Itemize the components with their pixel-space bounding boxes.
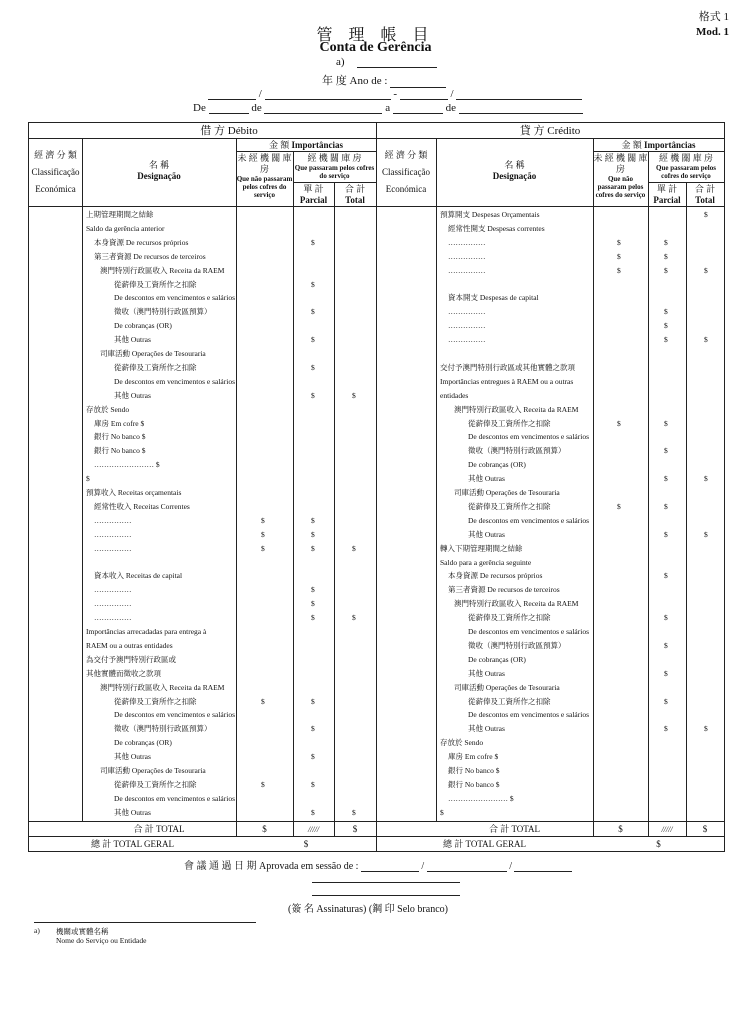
debit-row-label: 司庫活動 Operações de Tesouraria xyxy=(100,766,206,775)
debit-row-c2: $ xyxy=(311,599,315,609)
credit-class-header xyxy=(376,150,436,195)
period-slash-2: / xyxy=(450,88,454,100)
debit-row-c2: $ xyxy=(311,335,315,345)
debit-row-label: De cobranças (OR) xyxy=(114,738,172,748)
form-code-zh: 格式 1 xyxy=(698,11,729,23)
credit-row-label: entidades xyxy=(440,390,469,400)
amount-zh: 金 額 xyxy=(621,140,642,150)
credit-row-c1: $ xyxy=(617,265,621,275)
debit-row-label: RAEM ou a outras entidades xyxy=(86,640,173,650)
period-field-2[interactable] xyxy=(265,89,391,100)
debit-sum-c2: ///// xyxy=(307,825,320,834)
debit-row-label: 司庫活動 Operações de Tesouraria xyxy=(100,349,206,358)
credit-row-c3: $ xyxy=(704,210,708,219)
period-field-1[interactable] xyxy=(208,89,256,100)
credit-total-header xyxy=(686,184,724,206)
credit-sum-c1: $ xyxy=(618,824,623,834)
credit-row-label: 從薪俸及工資所作之扣除 xyxy=(468,501,551,511)
signature-line-1[interactable] xyxy=(312,882,460,883)
credit-amount-rule xyxy=(593,151,724,152)
debit-row-label: 經常性收入 Receitas Correntes xyxy=(94,501,190,511)
credit-row-label: De descontos em vencimentos e salários xyxy=(468,432,590,442)
debit-row-c3: $ xyxy=(352,613,356,623)
credit-row-label: …………… xyxy=(448,237,486,247)
total-pt: Total xyxy=(695,195,715,205)
credit-row-label: De descontos em vencimentos e salários xyxy=(468,627,590,636)
credit-row-label: Saldo para a gerência seguinte xyxy=(440,557,532,567)
credit-row-label: 存放於 Sendo xyxy=(440,738,484,748)
debit-grand-label: 總 計 TOTAL GERAL xyxy=(90,839,175,849)
signature-line-2[interactable] xyxy=(312,895,460,896)
debit-sum-c1: $ xyxy=(262,824,267,834)
total-zh: 合 計 xyxy=(694,184,716,194)
title-zh: 管 理 帳 目 xyxy=(316,27,435,44)
debit-row-c2: $ xyxy=(311,724,315,734)
debit-row-c1: $ xyxy=(261,515,265,525)
class-pt2: Económica xyxy=(35,184,76,194)
credit-desig-col xyxy=(593,138,594,836)
debit-row-c2: $ xyxy=(311,752,315,762)
credit-row-c2: $ xyxy=(664,501,668,511)
credit-row-c2: $ xyxy=(664,335,668,345)
desig-zh: 名 稱 xyxy=(148,160,170,170)
desig-pt: Designação xyxy=(137,171,181,181)
passed-pt: Que passaram pelos cofres do serviço xyxy=(294,164,375,180)
debit-row-label: 從薪俸及工資所作之扣除 xyxy=(114,779,197,789)
debit-row-c2: $ xyxy=(311,585,315,595)
credit-row-c3: $ xyxy=(704,474,708,484)
form-code-pt: Mod. 1 xyxy=(696,26,729,38)
debit-row-c1: $ xyxy=(261,779,265,789)
passed-pt: Que passaram pelos cofres do serviço xyxy=(656,164,716,180)
credit-desig-header xyxy=(436,160,593,182)
credit-row-label: 徵收（澳門特別行政區預算） xyxy=(468,640,566,650)
debit-class-col xyxy=(82,138,83,821)
title-pt: Conta de Gerência xyxy=(319,40,432,55)
de-label: De xyxy=(193,102,206,114)
debit-row-c2: $ xyxy=(311,529,315,539)
debit-row-label: …………… xyxy=(94,585,132,595)
amount-zh: 金 額 xyxy=(268,140,290,150)
credit-row-label: …………… xyxy=(448,335,486,345)
debit-row-label: De descontos em vencimentos e salários xyxy=(114,710,236,720)
credit-row-label: $ xyxy=(440,807,444,817)
amount-pt: Importâncias xyxy=(291,140,343,150)
debit-row-label: …………… xyxy=(94,613,132,623)
debit-row-label: 其他 Outras xyxy=(114,390,151,400)
debit-row-c2: $ xyxy=(311,696,315,706)
period-field-4[interactable] xyxy=(456,89,582,100)
notpassed-zh: 未 經 機 關 庫 房 xyxy=(593,153,648,174)
credit-row-label: 第三者資源 De recursos de terceiros xyxy=(448,585,560,595)
credit-row-c1: $ xyxy=(617,418,621,428)
debit-sum-label: 合 計 TOTAL xyxy=(133,824,185,834)
period-field-3[interactable] xyxy=(400,89,448,100)
debit-class-header xyxy=(29,150,82,195)
credit-row-c2: $ xyxy=(664,613,668,623)
credit-row-label: …………… xyxy=(448,321,486,331)
debit-row-label: 從薪俸及工資所作之扣除 xyxy=(114,362,197,372)
credit-row-label: 轉入下期管理期間之結餘 xyxy=(440,543,523,553)
approval-year-field[interactable] xyxy=(514,861,572,872)
debit-row-c2: $ xyxy=(311,307,315,317)
debit-row-label: 從薪俸及工資所作之扣除 xyxy=(114,279,197,289)
credit-row-c2: $ xyxy=(664,696,668,706)
debit-row-c3: $ xyxy=(352,543,356,553)
credit-row-c2: $ xyxy=(664,571,668,581)
credit-row-c2: $ xyxy=(664,321,668,331)
debit-title: 借 方 Débito xyxy=(200,125,258,137)
credit-row-c1: $ xyxy=(617,501,621,511)
credit-grand-label: 總 計 TOTAL GERAL xyxy=(442,839,527,849)
debit-row-label: …………… xyxy=(94,529,132,539)
debit-row-label: 資本收入 Receitas de capital xyxy=(94,571,183,581)
credit-row-label: 銀行 No banco $ xyxy=(448,779,500,789)
credit-row-label: 銀行 No banco $ xyxy=(448,766,500,775)
approval-label: 會 議 通 過 日 期 Aprovada em sessão de : xyxy=(184,861,359,872)
entity-field[interactable] xyxy=(357,57,437,68)
debit-sum-c3: $ xyxy=(352,824,358,834)
credit-row-c2: $ xyxy=(664,251,668,261)
credit-row-label: 從薪俸及工資所作之扣除 xyxy=(468,418,551,428)
credit-row-c1: $ xyxy=(617,251,621,261)
total-zh: 合 計 xyxy=(344,184,366,194)
credit-row-label: 其他 Outras xyxy=(468,529,505,539)
footnote-pt: Nome do Serviço ou Entidade xyxy=(56,936,147,945)
debit-row-c2: $ xyxy=(311,807,315,817)
passed-zh: 經 機 關 庫 房 xyxy=(658,153,713,163)
debit-row-c1: $ xyxy=(261,529,265,539)
debit-row-label: 徵收（澳門特別行政區預算） xyxy=(114,307,212,317)
period-line xyxy=(208,88,582,100)
credit-row-label: 徵收（澳門特別行政區預算） xyxy=(468,446,566,456)
credit-row-label: 其他 Outras xyxy=(468,474,505,484)
credit-amount-header xyxy=(593,140,724,151)
debit-row-label: 其他實體而徵收之款項 xyxy=(86,668,161,678)
passed-zh: 經 機 關 庫 房 xyxy=(307,153,362,163)
debit-row-label: 銀行 No banco $ xyxy=(94,446,146,456)
credit-title: 貸 方 Crédito xyxy=(519,125,581,137)
credit-row-c2: $ xyxy=(664,474,668,484)
class-zh: 經 濟 分 類 xyxy=(34,150,77,160)
debit-row-label: …………… xyxy=(94,515,132,525)
credit-row-label: 從薪俸及工資所作之扣除 xyxy=(468,696,551,706)
amount-pt: Importâncias xyxy=(644,140,696,150)
debit-row-label: 庫房 Em cofre $ xyxy=(94,418,145,428)
credit-row-label: 預算開支 Despesas Orçamentais xyxy=(440,210,540,219)
entity-label: a) xyxy=(336,56,345,68)
debit-row-c3: $ xyxy=(352,390,356,400)
debit-row-c2: $ xyxy=(311,390,315,400)
year-label: 年 度 Ano de : xyxy=(322,75,388,87)
debit-total-header xyxy=(334,184,376,206)
approval-line xyxy=(184,857,572,872)
debit-row-label: 澳門特別行政區收入 Receita da RAEM xyxy=(100,682,225,692)
credit-row-label: De descontos em vencimentos e salários xyxy=(468,710,590,720)
footnote-mark: a) xyxy=(34,926,40,935)
credit-grand-value: $ xyxy=(656,839,661,849)
credit-row-c3: $ xyxy=(704,724,708,734)
center-divider xyxy=(376,122,377,852)
approval-slash-2: / xyxy=(509,861,512,872)
debit-partial-header xyxy=(293,184,334,206)
period-slash-1: / xyxy=(258,88,262,100)
credit-row-label: 澳門特別行政區收入 Receita da RAEM xyxy=(454,599,579,609)
to-day-field[interactable] xyxy=(393,103,443,114)
credit-row-label: 資本開支 Despesas de capital xyxy=(448,293,539,303)
partial-zh: 單 計 xyxy=(656,184,678,194)
debit-row-label: 存放於 Sendo xyxy=(86,404,130,414)
debit-row-c2: $ xyxy=(311,613,315,623)
approval-slash-1: / xyxy=(421,861,425,872)
credit-row-label: Importâncias entregues à RAEM ou a outras xyxy=(440,376,574,386)
total-pt: Total xyxy=(345,195,365,205)
debit-row-c2: $ xyxy=(311,237,315,247)
debit-row-label: 第三者資源 De recursos de terceiros xyxy=(94,251,206,261)
debit-c2-col xyxy=(334,182,335,836)
debit-passed-header xyxy=(293,153,376,180)
credit-partial-header xyxy=(648,184,686,206)
credit-row-label: 經常性開支 Despesas correntes xyxy=(448,223,545,233)
debit-row-label: De cobranças (OR) xyxy=(114,321,172,331)
credit-row-c2: $ xyxy=(664,446,668,456)
credit-sum-c3: $ xyxy=(702,824,708,834)
debit-c1-col xyxy=(293,151,294,836)
credit-row-label: De cobranças (OR) xyxy=(468,654,526,664)
entity-line xyxy=(336,56,437,68)
credit-row-label: 司庫活動 Operações de Tesouraria xyxy=(454,488,560,497)
debit-row-label: 銀行 No banco $ xyxy=(94,432,146,442)
debit-row-c2: $ xyxy=(311,515,315,525)
partial-zh: 單 計 xyxy=(303,184,324,194)
credit-row-c2: $ xyxy=(664,529,668,539)
credit-row-label: 司庫活動 Operações de Tesouraria xyxy=(454,682,560,692)
de3-label: de xyxy=(445,102,456,114)
credit-c2-col xyxy=(686,182,687,836)
credit-passed-header xyxy=(648,153,724,180)
credit-row-label: De descontos em vencimentos e salários xyxy=(468,515,590,525)
notpassed-pt: Que não passaram pelos cofres do serviço xyxy=(236,175,293,199)
debit-row-label: 其他 Outras xyxy=(114,335,151,345)
credit-row-c2: $ xyxy=(664,640,668,650)
desig-pt: Designação xyxy=(492,171,537,181)
year-line xyxy=(322,72,446,88)
class-zh: 經 濟 分 類 xyxy=(384,150,428,160)
debit-desig-col xyxy=(236,138,237,836)
debit-row-c2: $ xyxy=(311,362,315,372)
partial-pt: Parcial xyxy=(299,195,328,205)
credit-row-c3: $ xyxy=(704,335,708,345)
debit-row-label: De descontos em vencimentos e salários xyxy=(114,376,236,386)
debit-row-label: 徵收（澳門特別行政區預算） xyxy=(114,724,212,734)
from-day-field[interactable] xyxy=(209,103,249,114)
debit-row-c3: $ xyxy=(352,807,356,817)
credit-row-c1: $ xyxy=(617,237,621,247)
debit-row-label: …………………… $ xyxy=(94,460,160,470)
debit-row-label: 其他 Outras xyxy=(114,807,151,817)
credit-row-label: De cobranças (OR) xyxy=(468,460,526,470)
credit-row-c3: $ xyxy=(704,529,708,539)
footnote-rule xyxy=(34,922,256,923)
credit-row-label: 本身資源 De recursos próprios xyxy=(448,571,543,581)
debit-row-label: Saldo da gerência anterior xyxy=(86,223,165,233)
debit-row-label: 本身資源 De recursos próprios xyxy=(94,237,189,247)
debit-row-label: $ xyxy=(86,474,90,484)
debit-row-label: Importâncias arrecadadas para entrega à xyxy=(86,627,207,636)
credit-row-label: 澳門特別行政區收入 Receita da RAEM xyxy=(454,404,579,414)
debit-row-label: 澳門特別行政區收入 Receita da RAEM xyxy=(100,265,225,275)
debit-amount-header xyxy=(236,140,376,151)
credit-row-label: 從薪俸及工資所作之扣除 xyxy=(468,613,551,623)
a-label: a xyxy=(385,102,391,114)
from-month-field[interactable] xyxy=(264,103,382,114)
notpassed-pt: Que não passaram pelos cofres do serviço xyxy=(595,175,646,199)
debit-row-c2: $ xyxy=(311,279,315,289)
credit-row-label: …………… xyxy=(448,265,486,275)
period-dash: - xyxy=(393,88,397,100)
de2-label: de xyxy=(251,102,262,114)
credit-c1-col xyxy=(648,151,649,836)
debit-row-label: 上期管理期間之結餘 xyxy=(86,210,154,219)
year-field[interactable] xyxy=(390,77,446,88)
credit-row-label: 交付予澳門特別行政區或其他實體之款項 xyxy=(440,362,575,372)
credit-sum-label: 合 計 TOTAL xyxy=(488,824,541,834)
debit-row-label: 為交付予澳門特別行政區或 xyxy=(86,654,176,664)
credit-row-label: 其他 Outras xyxy=(468,724,505,734)
debit-row-c2: $ xyxy=(311,779,315,789)
desig-zh: 名 稱 xyxy=(504,160,525,170)
debit-row-label: …………… xyxy=(94,599,132,609)
footnote-zh: 機關或實體名稱 xyxy=(56,927,109,936)
credit-row-label: 庫房 Em cofre $ xyxy=(448,752,499,762)
date-range-line xyxy=(193,102,583,114)
credit-row-c2: $ xyxy=(664,307,668,317)
signatures-label: (簽 名 Assinaturas) (鋼 印 Selo branco) xyxy=(288,904,448,915)
debit-row-c1: $ xyxy=(261,543,265,553)
debit-row-label: 其他 Outras xyxy=(114,752,151,762)
approval-month-field[interactable] xyxy=(427,861,507,872)
credit-row-label: …………… xyxy=(448,307,486,317)
debit-row-label: De descontos em vencimentos e salários xyxy=(114,293,236,303)
credit-row-label: 其他 Outras xyxy=(468,668,505,678)
credit-row-label: …………………… $ xyxy=(448,793,514,803)
class-pt1: Classificação xyxy=(382,167,430,177)
approval-day-field[interactable] xyxy=(361,861,419,872)
to-month-field[interactable] xyxy=(459,103,583,114)
partial-pt: Parcial xyxy=(653,195,681,205)
credit-notpassed-header xyxy=(593,153,648,199)
credit-class-col xyxy=(436,138,437,821)
credit-row-c2: $ xyxy=(664,724,668,734)
credit-sum-c2: ///// xyxy=(661,825,673,834)
debit-notpassed-header xyxy=(236,153,293,199)
credit-row-c2: $ xyxy=(664,237,668,247)
credit-row-c2: $ xyxy=(664,418,668,428)
credit-row-c3: $ xyxy=(704,265,708,275)
credit-row-c2: $ xyxy=(664,265,668,275)
credit-row-c2: $ xyxy=(664,668,668,678)
debit-amount-rule xyxy=(236,151,376,152)
debit-row-label: De descontos em vencimentos e salários xyxy=(114,793,236,803)
class-pt1: Classificação xyxy=(31,167,80,177)
debit-grand-value: $ xyxy=(303,839,309,849)
debit-row-label: …………… xyxy=(94,543,132,553)
debit-row-c1: $ xyxy=(261,696,265,706)
debit-row-label: 從薪俸及工資所作之扣除 xyxy=(114,696,197,706)
credit-row-label: …………… xyxy=(448,251,486,261)
debit-row-c2: $ xyxy=(311,543,315,553)
debit-row-label: 預算收入 Receitas orçamentais xyxy=(86,488,182,497)
class-pt2: Económica xyxy=(385,184,427,194)
debit-desig-header xyxy=(82,160,236,182)
notpassed-zh: 未 經 機 關 庫 房 xyxy=(237,153,292,174)
